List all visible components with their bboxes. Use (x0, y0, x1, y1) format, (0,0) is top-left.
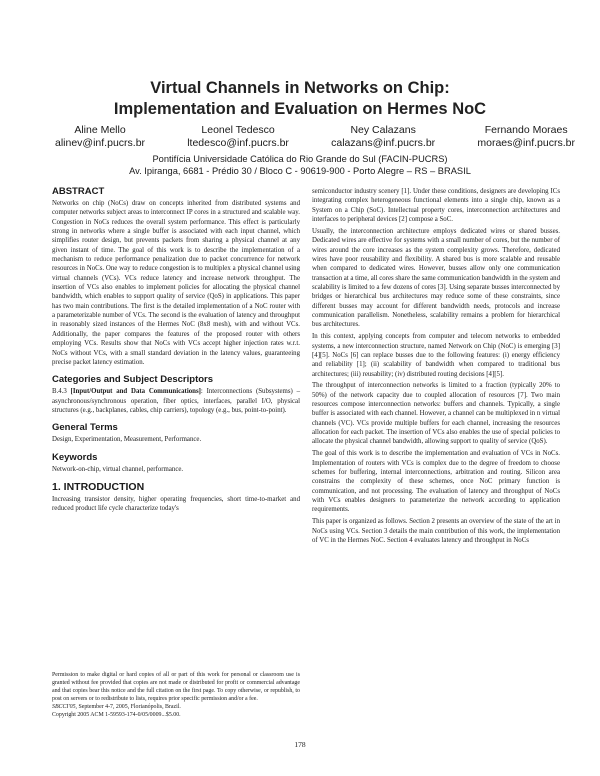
affiliation-institution: Pontifícia Universidade Católica do Rio Grande do Sul (FACIN-PUCRS) (152, 154, 448, 164)
categories-rest: : Interconnections (Subsystems) – asynchronous/synchronous operation, fiber optics, interfaces, parallel I/O, physical structures (e.g., backplanes, cables, chip carriers), topology (e.g., bus, point-to-point). (52, 388, 301, 414)
keywords-heading: Keywords (52, 451, 98, 463)
conference-name: SBCCI'05 (52, 704, 76, 710)
body-paragraph: semiconductor industry scenery [1]. Under these conditions, designers are developing ICs integrating complex heterogeneous functional elements into a single chip, known as a System on a Chip (SoC). Intellectual property cores, interconnection architectures and interfaces to peripheral devices [2] compose a SoC. (312, 188, 560, 224)
author-name: Aline Mello (74, 124, 126, 136)
categories-bold: [Input/Output and Data Communications] (70, 388, 201, 396)
abstract-text: Networks on chip (NoCs) draw on concepts inherited from distributed systems and computer networks subject areas to interconnect IP cores in a structured and scalable way. Congestion in NoCs reduces the overall system performance. This effect is particularly strong in networks where a single buffer is associated with each input channel, which simplifies router design, but prevents packets from sharing a physical channel at any given instant of time. The goal of this work is to describe the implementation of a mechanism to reduce performance penalization due to packet concurrence for network resources in NoCs. One way to reduce congestion is to multiplex a physical channel using virtual channels (VCs). VCs reduce latency and increase network throughput. The insertion of VCs also enables to implement policies for allocating the physical channel bandwidth, which enables to support quality of service (QoS) in applications. This paper has two main contributions. The first is the detailed implementation of a NoC router with a parameterizable number of VCs. The second is the evaluation of latency and throughput in reasonably sized instances of the Hermes NoC (8x8 mesh), with and without VCs. Additionally, the paper compares the features of the proposed router with others employing VCs. Results show that NoCs with VCs accept higher injection rates w.r.t. NoCs without VCs, with a small standard deviation in the latency values, guaranteeing precise packet latency estimation. (52, 200, 300, 366)
author-email: alinev@inf.pucrs.br (55, 137, 146, 149)
keywords-text: Network-on-chip, virtual channel, performance. (52, 465, 184, 473)
author-block (187, 124, 289, 150)
body-paragraph: In this context, applying concepts from computer and telecom networks to embedded systems, a new interconnection structure, named Network on Chip (NoC) is emerging [3][4][5]. NoCs [6] can replace busses due to the following features: (i) energy efficiency and reliability [1]; (ii) scalability of bandwidth when compared to traditional bus architectures; (iii) reusability; (iv) distributed routing decisions [4][5]. (312, 333, 560, 378)
permission-text: Permission to make digital or hard copies of all or part of this work for personal or classroom use is granted without fee provided that copies are not made or distributed for profit or commercial advantage and that copies bear this notice and the full citation on the first page. To copy otherwise, or republish, to post on servers or to redistribute to lists, requires prior specific permission and/or a fee. (52, 672, 300, 702)
author-email: calazans@inf.pucrs.br (331, 137, 436, 149)
paper-title-line2: Implementation and Evaluation on Hermes NoC (113, 100, 487, 118)
paper-title-line1: Virtual Channels in Networks on Chip: (150, 79, 450, 97)
conference-line (52, 703, 300, 711)
permission-notice (52, 671, 300, 719)
page-number: 178 (294, 740, 306, 749)
body-paragraph: Usually, the interconnection architecture employs dedicated wires or shared busses. Dedicated wires are effective for systems with a small number of cores, but the number of wires around the core increases as the system complexity grows. Therefore, dedicated wires have poor reusability and flexibility. A shared bus is more scalable and reusable when compared to dedicated wires. However, busses allow only one communication transaction at a time, all cores share the same communication bandwidth in the system and scalability is limited to a few dozens of cores [3]. Using separate busses interconnected by bridges or hierarchical bus architectures may reduce some of these constraints, since different busses may account for different bandwidth needs, protocols and increase communication parallelism. Nonetheless, scalability remains a problem for hierarchical bus architectures. (312, 227, 561, 329)
author-list (55, 124, 575, 150)
right-column (312, 187, 560, 545)
body-paragraph: The throughput of interconnection networks is limited to a fraction (typically 20% to 50%) of the network capacity due to coupled allocation of resources [7]. Two main resources compose interconnection networks: buffers and channels. Typically, a single buffer is associated with each channel. However, a channel can be multiplexed in n virtual channels (VC). VCs provide multiple buffers for each channel, increasing the resources allocation for each packet. The insertion of VCs also enables the use of special policies to allocate the physical channel bandwidth, allowing support to quality of service (QoS). (312, 382, 560, 446)
author-name: Fernando Moraes (484, 124, 568, 136)
author-email: ltedesco@inf.pucrs.br (187, 137, 289, 149)
copyright-line: Copyright 2005 ACM 1-59593-174-0/05/0009...$5.00. (52, 712, 181, 718)
author-block (477, 124, 575, 150)
author-email: moraes@inf.pucrs.br (477, 137, 575, 149)
affiliation-address: Av. Ipiranga, 6681 - Prédio 30 / Bloco C - 90619-900 - Porto Alegre – RS – BRASIL (129, 166, 471, 176)
left-column (52, 186, 300, 514)
author-block (331, 124, 435, 150)
categories-code: B.4.3 (52, 388, 67, 396)
author-name: Ney Calazans (350, 124, 416, 136)
body-paragraph: This paper is organized as follows. Section 2 presents an overview of the state of the art in NoCs using VCs. Section 3 details the main contribution of this work, the implementation of VC in the Hermes NoC. Section 4 evaluates latency and throughput in NoCs (312, 518, 560, 544)
author-block (55, 124, 145, 150)
conference-details: , September 4-7, 2005, Florianópolis, Brazil. (75, 704, 181, 710)
categories-heading: Categories and Subject Descriptors (52, 374, 214, 386)
general-terms-heading: General Terms (52, 422, 118, 434)
abstract-heading: ABSTRACT (52, 186, 105, 197)
general-terms-text: Design, Experimentation, Measurement, Performance. (52, 436, 202, 444)
introduction-heading: 1. INTRODUCTION (52, 480, 145, 493)
author-name: Leonel Tedesco (201, 124, 275, 136)
introduction-text: Increasing transistor density, higher operating frequencies, short time-to-market and reduced product life cycle characterize today's (52, 495, 300, 513)
categories-text (52, 387, 300, 415)
body-paragraph: The goal of this work is to describe the implementation and evaluation of VCs in NoCs. Implementation of routers with VCs is complex due to the degree of freedom to choose schemes for buffering, internal interconnections, arbitration and routing. Silicon area constrains the complexity of these schemes, once NoC primary function is communication, and not processing. The evaluation of latency and throughput of NoCs with VCs enables designers to parameterize the network according to application requirements. (312, 450, 560, 514)
